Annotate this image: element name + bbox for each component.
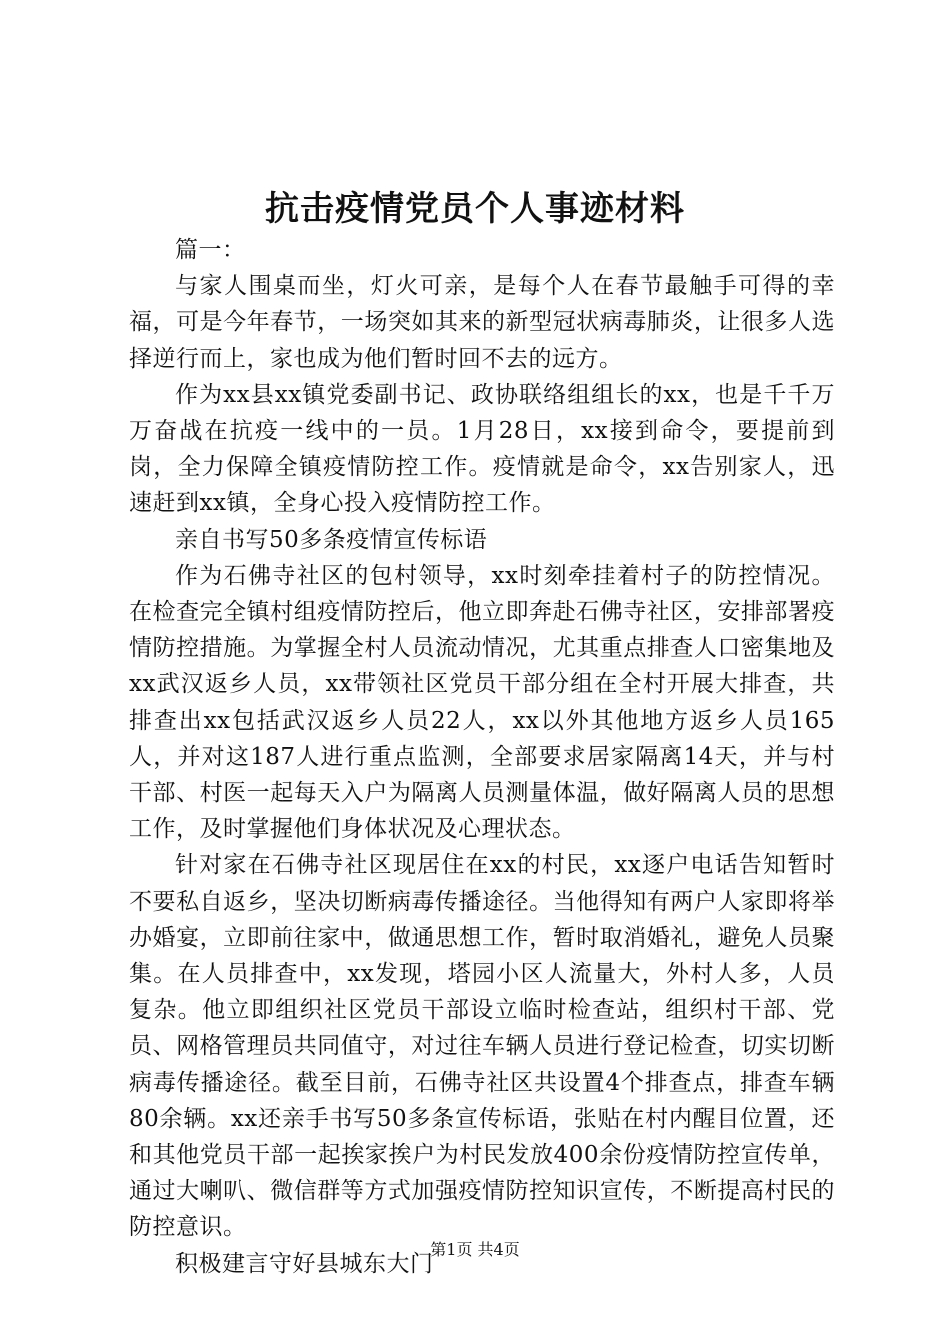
paragraph-heading-part-one: 篇一： — [175, 237, 246, 263]
document-title: 抗击疫情党员个人事迹材料 — [265, 189, 685, 229]
paragraph: 作为xx县xx镇党委副书记、政协联络组组长的xx，也是千千万万奋战在抗疫一线中的一员。1月28日，xx接到命令，要提前到岗，全力保障全镇疫情防控工作。疫情就是命令，xx告别家人，迅速赶到xx镇，全身心投入疫情防控工作。 — [129, 381, 835, 517]
page-number-footer: 第1页 共4页 — [430, 1240, 520, 1259]
paragraph-subheading: 积极建言守好县城东大门 — [175, 1250, 434, 1277]
document-body — [129, 232, 835, 1282]
paragraph: 针对家在石佛寺社区现居住在xx的村民，xx逐户电话告知暂时不要私自返乡，坚决切断病毒传播途径。当他得知有两户人家即将举办婚宴，立即前往家中，做通思想工作，暂时取消婚礼，避免人员聚集。在人员排查中，xx发现，塔园小区人流量大，外村人多，人员复杂。他立即组织社区党员干部设立临时检查站，组织村干部、党员、网格管理员共同值守，对过往车辆人员进行登记检查，切实切断病毒传播途径。截至目前，石佛寺社区共设置4个排查点，排查车辆80余辆。xx还亲手书写50多条宣传标语，张贴在村内醒目位置，还和其他党员干部一起挨家挨户为村民发放400余份疫情防控宣传单，通过大喇叭、微信群等方式加强疫情防控知识宣传，不断提高村民的防控意识。 — [129, 852, 835, 1241]
paragraph-subheading: 亲自书写50多条疫情宣传标语 — [175, 526, 488, 553]
paragraph: 作为石佛寺社区的包村领导，xx时刻牵挂着村子的防控情况。在检查完全镇村组疫情防控后，他立即奔赴石佛寺社区，安排部署疫情防控措施。为掌握全村人员流动情况，尤其重点排查人口密集地及xx武汉返乡人员，xx带领社区党员干部分组在全村开展大排查，共排查出xx包括武汉返乡人员22人，xx以外其他地方返乡人员165人，并对这187人进行重点监测，全部要求居家隔离14天，并与村干部、村医一起每天入户为隔离人员测量体温，做好隔离人员的思想工作，及时掌握他们身体状况及心理状态。 — [129, 562, 835, 843]
paragraph: 与家人围桌而坐，灯火可亲，是每个人在春节最触手可得的幸福，可是今年春节，一场突如其来的新型冠状病毒肺炎，让很多人选择逆行而上，家也成为他们暂时回不去的远方。 — [129, 273, 835, 372]
